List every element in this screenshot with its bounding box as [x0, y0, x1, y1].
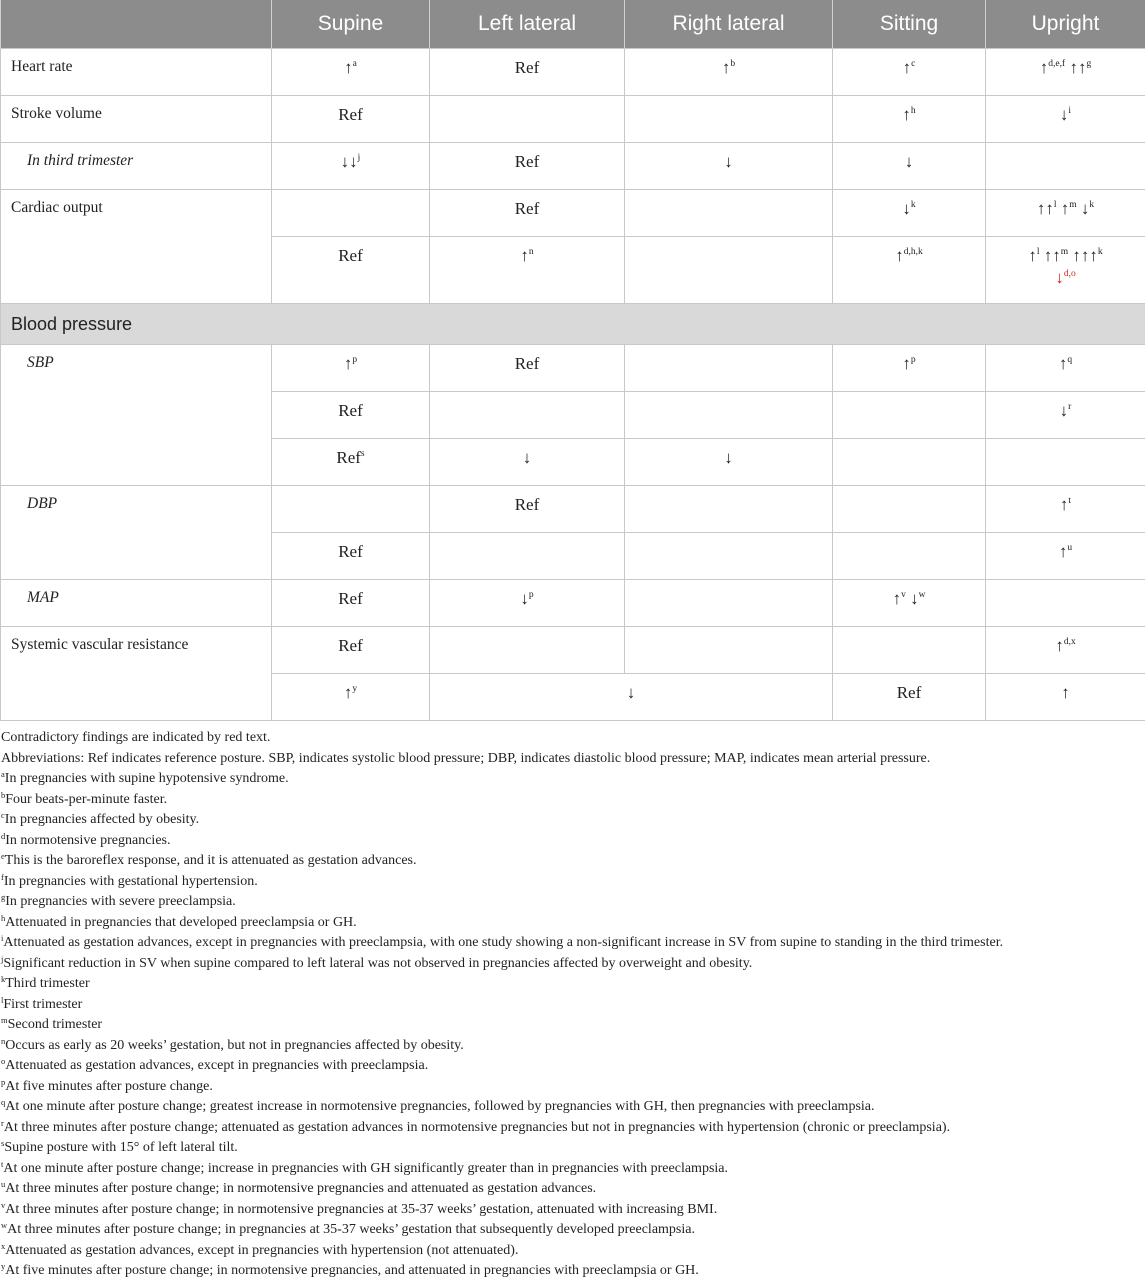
table-cell — [625, 49, 833, 96]
table-cell — [430, 345, 625, 392]
footnote — [1, 1036, 1145, 1057]
footnote — [1, 1118, 1145, 1139]
footnote — [1, 810, 1145, 831]
table-cell — [272, 486, 430, 533]
cell-symbol: ↑↑ — [1037, 199, 1054, 218]
table-row — [1, 580, 1145, 627]
table-row — [1, 627, 1145, 674]
footnote — [1, 933, 1145, 954]
table-cell — [430, 190, 625, 237]
footnote — [1, 1056, 1145, 1077]
footnote-text: Four beats-per-minute faster. — [5, 792, 167, 807]
cell-symbol: ↑ — [902, 105, 911, 124]
footnote-text: In pregnancies with severe preeclampsia. — [5, 894, 236, 909]
cell-symbol: ↓ — [724, 448, 733, 467]
footnote-text: Abbreviations: Ref indicates reference posture. SBP, indicates systolic blood pressure; DBP, indicates diastolic blood pressure; MAP, indicates mean arterial pressure. — [1, 751, 930, 766]
table-cell — [986, 49, 1145, 96]
cell-footnote-ref: j — [358, 153, 361, 163]
footnote-marker: j — [1, 954, 3, 964]
cell-symbol: Ref — [515, 58, 540, 77]
table-cell — [986, 345, 1145, 392]
table-cell — [986, 96, 1145, 143]
footnote-text: First trimester — [3, 997, 82, 1012]
cell-symbol: Ref — [515, 495, 540, 514]
row-label: Systemic vascular resistance — [1, 627, 272, 721]
cell-footnote-ref: d,o — [1064, 269, 1076, 279]
table-cell — [272, 49, 430, 96]
cell-footnote-ref: m — [1061, 247, 1068, 257]
table-cell — [625, 486, 833, 533]
cell-symbol: Ref — [338, 636, 363, 655]
table-cell — [625, 439, 833, 486]
cell-symbol: ↑ — [1057, 199, 1070, 218]
cell-footnote-ref: k — [1098, 247, 1103, 257]
cell-footnote-ref: c — [911, 59, 915, 69]
table-cell — [272, 96, 430, 143]
footnote-text: This is the baroreflex response, and it is attenuated as gestation advances. — [5, 853, 417, 868]
table-cell — [833, 627, 986, 674]
table-cell — [833, 96, 986, 143]
table-cell — [833, 533, 986, 580]
footnote-text: Third trimester — [5, 976, 89, 991]
header-supine: Supine — [272, 0, 430, 49]
table-cell — [833, 674, 986, 721]
footnote — [1, 728, 1145, 749]
cell-symbol: ↓ — [1060, 401, 1069, 420]
cell-symbol: Ref — [338, 246, 363, 265]
cell-footnote-ref: q — [1067, 355, 1072, 365]
table-cell — [986, 143, 1145, 190]
table-cell — [272, 143, 430, 190]
footnote-marker: k — [1, 974, 5, 984]
footnote-text: Attenuated as gestation advances, except in pregnancies with hypertension (not attenuated). — [5, 1243, 518, 1258]
footnote-text: Supine posture with 15° of left lateral tilt. — [4, 1140, 237, 1155]
cell-symbol: Ref — [338, 105, 363, 124]
cell-footnote-ref: h — [911, 106, 916, 116]
footnote — [1, 1015, 1145, 1036]
cell-footnote-ref: p — [911, 355, 916, 365]
cell-footnote-ref: l — [1054, 200, 1057, 210]
footnote-marker: a — [1, 769, 5, 779]
table-cell — [986, 237, 1145, 304]
cell-footnote-ref: s — [361, 449, 365, 459]
cell-symbol: ↑ — [344, 354, 353, 373]
table-cell — [430, 143, 625, 190]
cell-footnote-ref: y — [352, 684, 357, 694]
cell-footnote-ref: p — [529, 590, 534, 600]
cell-symbol: ↑↑↑ — [1068, 246, 1098, 265]
footnote — [1, 1138, 1145, 1159]
cell-symbol: ↑ — [344, 58, 353, 77]
table-cell — [625, 533, 833, 580]
footnote-marker: x — [1, 1241, 5, 1251]
table-cell — [833, 486, 986, 533]
header-sitting: Sitting — [833, 0, 986, 49]
footnote-marker: h — [1, 913, 5, 923]
footnote-text: In pregnancies with supine hypotensive syndrome. — [5, 771, 289, 786]
footnote — [1, 1077, 1145, 1098]
cell-symbol: ↑ — [1055, 636, 1064, 655]
footnote — [1, 831, 1145, 852]
footnote-text: Second trimester — [8, 1017, 102, 1032]
cell-symbol: ↑ — [1060, 495, 1069, 514]
table-cell — [625, 627, 833, 674]
table-cell — [272, 190, 430, 237]
section-row — [1, 304, 1145, 345]
cell-footnote-ref: w — [919, 590, 926, 600]
footnote-text: Occurs as early as 20 weeks’ gestation, but not in pregnancies affected by obesity. — [5, 1038, 463, 1053]
cell-symbol: ↑ — [1028, 246, 1037, 265]
footnote — [1, 1179, 1145, 1200]
table-cell — [625, 96, 833, 143]
cell-symbol: Ref — [338, 401, 363, 420]
cell-symbol: ↓ — [902, 199, 911, 218]
footnote — [1, 872, 1145, 893]
footnote — [1, 1261, 1145, 1282]
cell-symbol: Ref — [338, 589, 363, 608]
cell-footnote-ref: a — [353, 59, 357, 69]
cell-symbol: ↓ — [905, 152, 914, 171]
cell-symbol: ↑ — [722, 58, 731, 77]
cell-symbol: ↓ — [1055, 268, 1064, 287]
section-title: Blood pressure — [1, 304, 1145, 345]
row-label: SBP — [1, 345, 272, 486]
table-cell — [272, 627, 430, 674]
cell-symbol: ↓ — [1077, 199, 1090, 218]
cell-footnote-ref: r — [1068, 402, 1071, 412]
table-cell — [986, 392, 1145, 439]
table-cell — [430, 627, 625, 674]
table-cell — [625, 190, 833, 237]
row-label: Cardiac output — [1, 190, 272, 304]
table-cell — [625, 580, 833, 627]
cell-symbol: ↑ — [344, 683, 353, 702]
cell-symbol: ↑↑ — [1040, 246, 1061, 265]
cell-symbol: ↑ — [1059, 354, 1068, 373]
cell-footnote-ref: u — [1067, 543, 1072, 553]
table-cell — [272, 580, 430, 627]
table-cell — [986, 190, 1145, 237]
table-cell — [833, 237, 986, 304]
footnote-text: Contradictory findings are indicated by red text. — [1, 730, 270, 745]
table-cell — [833, 49, 986, 96]
cell-symbol: Ref — [338, 542, 363, 561]
table-row — [1, 486, 1145, 533]
table-cell — [272, 345, 430, 392]
cell-symbol: ↓↓ — [341, 152, 358, 171]
footnote-marker: v — [1, 1200, 5, 1210]
footnote-text: Significant reduction in SV when supine compared to left lateral was not observed in pregnancies affected by overweight and obesity. — [3, 956, 752, 971]
table-cell — [625, 345, 833, 392]
table-cell — [833, 345, 986, 392]
cell-symbol: Ref — [336, 448, 361, 467]
footnote-text: At three minutes after posture change; in normotensive pregnancies and attenuated as gestation advances. — [5, 1181, 596, 1196]
footnote — [1, 892, 1145, 913]
cell-footnote-ref: k — [911, 200, 916, 210]
footnote — [1, 1241, 1145, 1262]
footnote-text: At three minutes after posture change; in pregnancies at 35-37 weeks’ gestation that subsequently developed preeclampsia. — [7, 1222, 695, 1237]
footnote-text: At five minutes after posture change. — [5, 1079, 213, 1094]
cell-symbol: Ref — [515, 152, 540, 171]
table-cell — [430, 237, 625, 304]
table-cell — [986, 439, 1145, 486]
row-label: DBP — [1, 486, 272, 580]
table-row — [1, 345, 1145, 392]
footnote-marker: l — [1, 995, 3, 1005]
table-cell — [430, 96, 625, 143]
table-footnotes — [0, 721, 1145, 1282]
footnote-marker: n — [1, 1036, 5, 1046]
footnote-text: In pregnancies with gestational hypertension. — [4, 874, 258, 889]
cell-symbol: ↑ — [1040, 58, 1049, 77]
table-cell — [986, 627, 1145, 674]
footnote — [1, 1097, 1145, 1118]
cell-symbol: Ref — [515, 199, 540, 218]
table-cell — [430, 49, 625, 96]
table-cell — [986, 580, 1145, 627]
cell-symbol: ↑ — [902, 354, 911, 373]
footnote-text: At three minutes after posture change; attenuated as gestation advances in normotensive pregnancies but not in pregnancies with hypertension (chronic or preeclampsia). — [4, 1120, 950, 1135]
table-cell — [625, 392, 833, 439]
header-cell — [1, 0, 272, 49]
row-label: In third trimester — [1, 143, 272, 190]
table-row — [1, 49, 1145, 96]
cell-footnote-ref: g — [1086, 59, 1091, 69]
table-cell — [272, 674, 430, 721]
table-cell — [986, 486, 1145, 533]
footnote-text: Attenuated as gestation advances, except in pregnancies with preeclampsia, with one study showing a non-significant increase in SV from supine to standing in the third trimester. — [3, 935, 1003, 950]
table-cell — [430, 580, 625, 627]
cell-symbol: ↓ — [627, 683, 636, 702]
cell-symbol: Ref — [897, 683, 922, 702]
footnote-text: At one minute after posture change; increase in pregnancies with GH significantly greater than in pregnancies with preeclampsia. — [3, 1161, 728, 1176]
cell-symbol: ↓ — [906, 589, 919, 608]
table-cell — [986, 674, 1145, 721]
table-cell — [272, 237, 430, 304]
cell-symbol: ↑ — [895, 246, 904, 265]
cell-symbol: ↓ — [523, 448, 532, 467]
cell-footnote-ref: i — [1068, 106, 1071, 116]
cell-symbol: ↑ — [1061, 683, 1070, 702]
footnote-marker: p — [1, 1077, 5, 1087]
footnote — [1, 995, 1145, 1016]
table-cell — [833, 439, 986, 486]
table-cell — [272, 439, 430, 486]
table-cell — [833, 580, 986, 627]
table-cell — [833, 143, 986, 190]
footnote-marker: y — [1, 1261, 5, 1271]
cell-symbol: ↓ — [724, 152, 733, 171]
footnote-marker: g — [1, 892, 5, 902]
table-cell — [430, 392, 625, 439]
footnote-marker: o — [1, 1056, 5, 1066]
table-row — [1, 190, 1145, 237]
table-cell — [625, 143, 833, 190]
footnote-marker: b — [1, 790, 5, 800]
table-cell — [430, 439, 625, 486]
footnote-text: Attenuated in pregnancies that developed preeclampsia or GH. — [5, 915, 356, 930]
footnote-marker: d — [1, 831, 5, 841]
footnote — [1, 954, 1145, 975]
cell-footnote-ref: l — [1037, 247, 1040, 257]
table-cell — [833, 392, 986, 439]
cell-footnote-ref: d,h,k — [904, 247, 923, 257]
footnote-text: Attenuated as gestation advances, except in pregnancies with preeclampsia. — [5, 1058, 428, 1073]
footnote — [1, 769, 1145, 790]
cell-symbol: Ref — [515, 354, 540, 373]
footnote-text: At five minutes after posture change; in normotensive pregnancies, and attenuated in pregnancies with preeclampsia or GH. — [5, 1263, 699, 1278]
footnote-text: In normotensive pregnancies. — [5, 833, 170, 848]
footnote-text: In pregnancies affected by obesity. — [5, 812, 199, 827]
footnote — [1, 749, 1145, 770]
table-cell — [833, 190, 986, 237]
cell-symbol: ↑↑ — [1065, 58, 1086, 77]
cell-footnote-ref: k — [1089, 200, 1094, 210]
header-upright: Upright — [986, 0, 1145, 49]
footnote — [1, 790, 1145, 811]
table-row — [1, 96, 1145, 143]
cell-footnote-ref: m — [1069, 200, 1076, 210]
footnote-marker: m — [1, 1015, 8, 1025]
table-row — [1, 143, 1145, 190]
footnote — [1, 974, 1145, 995]
row-label: Heart rate — [1, 49, 272, 96]
contradictory-finding — [986, 268, 1145, 288]
footnote — [1, 851, 1145, 872]
footnote-marker: w — [1, 1220, 7, 1230]
cell-footnote-ref: d,x — [1064, 637, 1076, 647]
footnote-marker: u — [1, 1179, 5, 1189]
footnote-marker: s — [1, 1138, 4, 1148]
cell-symbol: ↓ — [520, 589, 529, 608]
table-cell — [625, 237, 833, 304]
row-label: Stroke volume — [1, 96, 272, 143]
footnote-marker: t — [1, 1159, 3, 1169]
cell-symbol: ↓ — [1060, 105, 1069, 124]
footnote — [1, 1200, 1145, 1221]
footnote — [1, 1220, 1145, 1241]
cell-symbol: ↑ — [893, 589, 902, 608]
footnote-marker: c — [1, 810, 5, 820]
cell-symbol: ↑ — [520, 246, 529, 265]
header-left-lateral: Left lateral — [430, 0, 625, 49]
footnote-marker: e — [1, 851, 5, 861]
footnote — [1, 913, 1145, 934]
table-cell — [430, 674, 833, 721]
footnote-marker: i — [1, 933, 3, 943]
footnote-text: At one minute after posture change; greatest increase in normotensive pregnancies, followed by pregnancies with GH, then pregnancies with preeclampsia. — [5, 1099, 874, 1114]
table-cell — [430, 533, 625, 580]
cell-footnote-ref: d,e,f — [1048, 59, 1065, 69]
footnote-marker: q — [1, 1097, 5, 1107]
cell-footnote-ref: n — [529, 247, 534, 257]
cell-footnote-ref: b — [730, 59, 735, 69]
header-right-lateral: Right lateral — [625, 0, 833, 49]
footnote-text: At three minutes after posture change; in normotensive pregnancies at 35-37 weeks’ gestation, attenuated with increasing BMI. — [5, 1202, 717, 1217]
footnote-marker: f — [1, 872, 4, 882]
table-header-row — [1, 0, 1145, 49]
cell-footnote-ref: v — [901, 590, 906, 600]
table-cell — [272, 533, 430, 580]
table-cell — [430, 486, 625, 533]
footnote — [1, 1159, 1145, 1180]
table-cell — [272, 392, 430, 439]
footnote-marker: r — [1, 1118, 4, 1128]
row-label: MAP — [1, 580, 272, 627]
cell-footnote-ref: t — [1068, 496, 1071, 506]
table-body — [1, 49, 1145, 721]
cell-footnote-ref: p — [352, 355, 357, 365]
cell-symbol: ↑ — [1059, 542, 1068, 561]
table-cell — [986, 533, 1145, 580]
cell-symbol: ↑ — [903, 58, 912, 77]
